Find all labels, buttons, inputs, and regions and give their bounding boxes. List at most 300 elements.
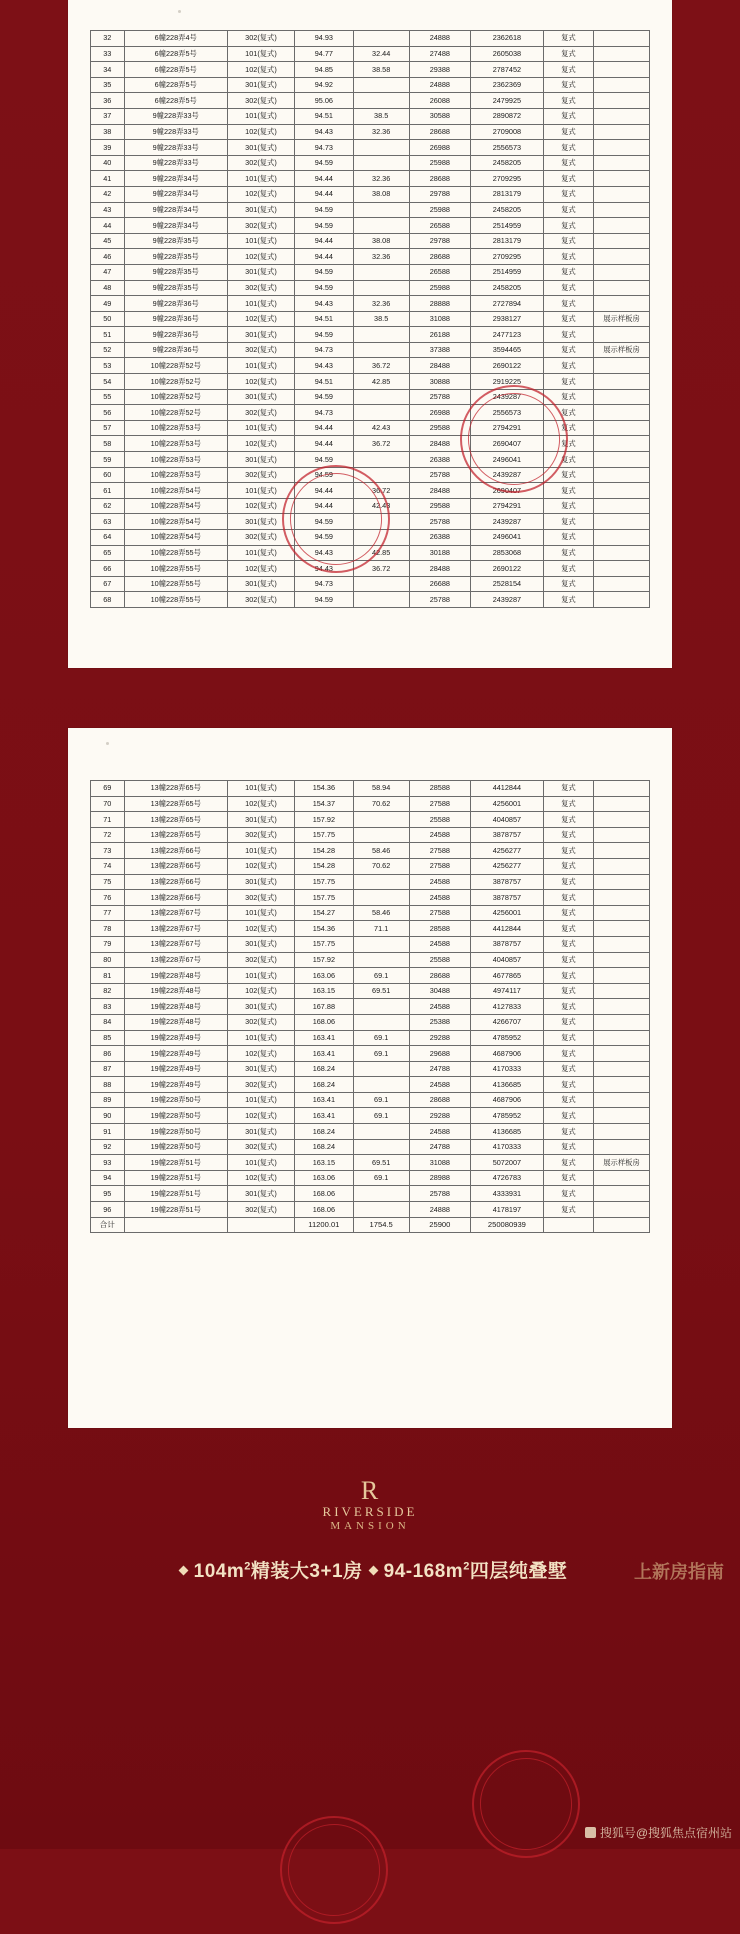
table-cell [594, 936, 650, 952]
table-cell: 26988 [409, 405, 470, 421]
table-cell: 102(复式) [227, 62, 294, 78]
table-cell: 24588 [409, 1077, 470, 1093]
table-cell: 25988 [409, 202, 470, 218]
table-cell: 2556573 [471, 140, 544, 156]
table-cell: 复式 [543, 1061, 593, 1077]
table-cell: 复式 [543, 31, 593, 47]
table-cell: 24788 [409, 1139, 470, 1155]
table-cell [353, 280, 409, 296]
table-cell: 38.58 [353, 62, 409, 78]
banner-text-2: 精装大3+1房 [250, 1561, 363, 1582]
table-cell: 94.51 [295, 108, 354, 124]
table-cell: 复式 [543, 874, 593, 890]
table-cell: 38.5 [353, 311, 409, 327]
table-cell: 81 [91, 968, 125, 984]
table-cell: 25988 [409, 280, 470, 296]
table-row [91, 530, 650, 546]
table-cell: 合计 [91, 1217, 125, 1233]
table-row [91, 1170, 650, 1186]
table-cell: 28588 [409, 781, 470, 797]
table-row [91, 233, 650, 249]
table-row [91, 405, 650, 421]
table-cell: 4687906 [471, 1046, 544, 1062]
table-cell: 复式 [543, 781, 593, 797]
table-cell: 25900 [409, 1217, 470, 1233]
table-cell: 2709295 [471, 249, 544, 265]
table-cell: 19幢228弄48号 [124, 999, 227, 1015]
table-cell: 72 [91, 827, 125, 843]
table-cell [594, 374, 650, 390]
table-cell: 94.59 [295, 327, 354, 343]
table-cell: 86 [91, 1046, 125, 1062]
table-cell: 19幢228弄50号 [124, 1092, 227, 1108]
table-cell: 4256001 [471, 905, 544, 921]
table-row [91, 46, 650, 62]
table-cell: 44 [91, 218, 125, 234]
table-cell: 154.37 [295, 796, 354, 812]
table-cell [227, 1217, 294, 1233]
table-cell: 复式 [543, 249, 593, 265]
table-cell: 19幢228弄50号 [124, 1139, 227, 1155]
table-cell: 58 [91, 436, 125, 452]
table-cell: 163.15 [295, 983, 354, 999]
table-cell: 70 [91, 796, 125, 812]
table-cell: 94.44 [295, 249, 354, 265]
table-cell: 56 [91, 405, 125, 421]
table-cell: 13幢228弄65号 [124, 796, 227, 812]
table-cell: 复式 [543, 311, 593, 327]
table-cell: 95 [91, 1186, 125, 1202]
table-cell: 19幢228弄49号 [124, 1077, 227, 1093]
table-cell: 27488 [409, 46, 470, 62]
table-cell: 89 [91, 1092, 125, 1108]
table-cell: 复式 [543, 1092, 593, 1108]
table-cell [594, 858, 650, 874]
table-cell [594, 498, 650, 514]
table-cell: 复式 [543, 1108, 593, 1124]
table-cell: 302(复式) [227, 155, 294, 171]
table-cell [353, 952, 409, 968]
table-cell: 展示样板房 [594, 311, 650, 327]
table-cell: 38.08 [353, 186, 409, 202]
table-cell: 36.72 [353, 436, 409, 452]
table-row [91, 452, 650, 468]
table-cell [594, 77, 650, 93]
paper-speck [106, 742, 109, 745]
table-cell: 10幢228弄53号 [124, 467, 227, 483]
table-row [91, 389, 650, 405]
diamond-icon [368, 1566, 378, 1576]
table-cell: 157.92 [295, 952, 354, 968]
table-cell: 302(复式) [227, 592, 294, 608]
table-cell: 6幢228弄4号 [124, 31, 227, 47]
table-cell: 157.75 [295, 936, 354, 952]
table-row [91, 514, 650, 530]
table-row [91, 858, 650, 874]
table-cell: 29288 [409, 1108, 470, 1124]
table-cell: 28688 [409, 171, 470, 187]
table-cell: 87 [91, 1061, 125, 1077]
table-cell: 复式 [543, 1170, 593, 1186]
table-cell [353, 467, 409, 483]
table-cell [594, 874, 650, 890]
table-cell: 28488 [409, 561, 470, 577]
table-cell: 复式 [543, 983, 593, 999]
table-cell [353, 827, 409, 843]
brand-mark: R [360, 1476, 380, 1505]
table-cell: 29388 [409, 62, 470, 78]
table-cell: 复式 [543, 280, 593, 296]
table-row [91, 952, 650, 968]
table-cell [594, 576, 650, 592]
table-cell: 38 [91, 124, 125, 140]
table-cell: 4785952 [471, 1030, 544, 1046]
table-cell: 6幢228弄5号 [124, 77, 227, 93]
table-cell [353, 452, 409, 468]
table-cell: 302(复式) [227, 467, 294, 483]
table-cell: 2727894 [471, 296, 544, 312]
table-cell: 50 [91, 311, 125, 327]
table-cell: 28488 [409, 358, 470, 374]
table-cell: 13幢228弄66号 [124, 890, 227, 906]
table-row [91, 498, 650, 514]
table-cell: 25388 [409, 1014, 470, 1030]
table-cell: 4136685 [471, 1077, 544, 1093]
table-cell: 2690407 [471, 483, 544, 499]
table-cell: 101(复式) [227, 1030, 294, 1046]
table-cell: 复式 [543, 202, 593, 218]
table-cell: 302(复式) [227, 1202, 294, 1218]
table-cell: 302(复式) [227, 405, 294, 421]
table-cell: 46 [91, 249, 125, 265]
table-cell [594, 483, 650, 499]
table-row [91, 342, 650, 358]
table-cell: 复式 [543, 93, 593, 109]
table-cell: 19幢228弄50号 [124, 1108, 227, 1124]
table-cell: 复式 [543, 498, 593, 514]
document-sheet-2 [68, 728, 672, 1428]
table-cell: 2794291 [471, 498, 544, 514]
table-cell: 复式 [543, 1046, 593, 1062]
table-row [91, 374, 650, 390]
table-cell: 4412844 [471, 781, 544, 797]
table-cell: 82 [91, 983, 125, 999]
table-cell: 102(复式) [227, 796, 294, 812]
table-cell: 91 [91, 1124, 125, 1140]
table-cell: 复式 [543, 296, 593, 312]
table-cell: 2514959 [471, 218, 544, 234]
table-row [91, 1108, 650, 1124]
table-cell: 94.59 [295, 202, 354, 218]
table-cell: 2362369 [471, 77, 544, 93]
table-cell: 33 [91, 46, 125, 62]
table-total-row [91, 1217, 650, 1233]
table-cell: 28688 [409, 249, 470, 265]
table-cell: 302(复式) [227, 890, 294, 906]
table-cell: 58.94 [353, 781, 409, 797]
table-cell: 32.36 [353, 124, 409, 140]
table-cell: 2690407 [471, 436, 544, 452]
table-cell: 64 [91, 530, 125, 546]
table-cell: 301(复式) [227, 140, 294, 156]
table-cell: 复式 [543, 1124, 593, 1140]
table-cell: 63 [91, 514, 125, 530]
table-cell: 96 [91, 1202, 125, 1218]
table-cell: 58.46 [353, 843, 409, 859]
table-row [91, 327, 650, 343]
table-cell: 94.43 [295, 545, 354, 561]
table-cell: 36.72 [353, 358, 409, 374]
table-cell: 301(复式) [227, 452, 294, 468]
table-cell: 25788 [409, 514, 470, 530]
table-cell: 10幢228弄52号 [124, 358, 227, 374]
table-cell: 25988 [409, 155, 470, 171]
banner-sup-1: 2 [244, 1560, 251, 1573]
table-cell: 复式 [543, 796, 593, 812]
table-cell: 71 [91, 812, 125, 828]
table-cell [594, 108, 650, 124]
table-cell: 101(复式) [227, 545, 294, 561]
table-cell: 94.43 [295, 124, 354, 140]
table-cell [353, 31, 409, 47]
table-cell: 26388 [409, 530, 470, 546]
table-cell [594, 952, 650, 968]
table-cell [594, 1186, 650, 1202]
table-cell: 301(复式) [227, 1124, 294, 1140]
table-cell: 2458205 [471, 280, 544, 296]
table-cell: 301(复式) [227, 389, 294, 405]
table-cell: 28688 [409, 968, 470, 984]
table-cell: 4040857 [471, 812, 544, 828]
table-cell [353, 1139, 409, 1155]
table-cell: 13幢228弄65号 [124, 827, 227, 843]
table-cell: 13幢228弄67号 [124, 905, 227, 921]
table-cell: 29788 [409, 186, 470, 202]
table-cell: 10幢228弄54号 [124, 530, 227, 546]
table-row [91, 827, 650, 843]
table-cell [353, 1014, 409, 1030]
table-cell [353, 1077, 409, 1093]
table-cell: 6幢228弄5号 [124, 62, 227, 78]
table-cell: 36.72 [353, 561, 409, 577]
table-cell: 94.85 [295, 62, 354, 78]
table-cell [353, 93, 409, 109]
table-cell: 复式 [543, 420, 593, 436]
table-cell [594, 827, 650, 843]
table-cell: 101(复式) [227, 843, 294, 859]
table-cell: 复式 [543, 218, 593, 234]
table-cell [594, 249, 650, 265]
table-cell: 30888 [409, 374, 470, 390]
table-cell [594, 1092, 650, 1108]
table-row [91, 358, 650, 374]
table-cell: 24888 [409, 1202, 470, 1218]
table-cell: 2439287 [471, 389, 544, 405]
table-cell: 32 [91, 31, 125, 47]
table-cell: 9幢228弄35号 [124, 264, 227, 280]
table-cell: 102(复式) [227, 983, 294, 999]
table-cell: 101(复式) [227, 483, 294, 499]
paper-speck [178, 10, 181, 13]
table-cell: 302(复式) [227, 1139, 294, 1155]
table-row [91, 62, 650, 78]
table-cell [594, 264, 650, 280]
table-cell: 302(复式) [227, 218, 294, 234]
table-cell [594, 1046, 650, 1062]
table-cell: 94.59 [295, 530, 354, 546]
table-cell: 94.59 [295, 592, 354, 608]
table-cell [353, 1061, 409, 1077]
table-cell: 67 [91, 576, 125, 592]
table-cell: 94.59 [295, 452, 354, 468]
table-row [91, 999, 650, 1015]
table-row [91, 1014, 650, 1030]
table-cell: 4677865 [471, 968, 544, 984]
table-cell: 4256001 [471, 796, 544, 812]
table-cell: 102(复式) [227, 858, 294, 874]
table-cell: 163.06 [295, 1170, 354, 1186]
table-cell: 28488 [409, 483, 470, 499]
table-cell: 68 [91, 592, 125, 608]
table-cell [124, 1217, 227, 1233]
table-cell: 26688 [409, 576, 470, 592]
table-cell: 42.85 [353, 374, 409, 390]
table-cell: 301(复式) [227, 327, 294, 343]
table-cell: 10幢228弄52号 [124, 374, 227, 390]
table-cell: 2890872 [471, 108, 544, 124]
table-cell: 102(复式) [227, 436, 294, 452]
table-cell: 168.24 [295, 1077, 354, 1093]
table-cell [594, 1108, 650, 1124]
table-cell: 157.92 [295, 812, 354, 828]
table-cell: 复式 [543, 1030, 593, 1046]
table-cell: 2514959 [471, 264, 544, 280]
table-cell: 2787452 [471, 62, 544, 78]
table-row [91, 890, 650, 906]
table-cell: 94.43 [295, 358, 354, 374]
table-cell: 24588 [409, 890, 470, 906]
table-cell: 101(复式) [227, 46, 294, 62]
price-table-part-2-wrapper [90, 780, 650, 1233]
table-cell: 42.43 [353, 420, 409, 436]
table-cell: 9幢228弄33号 [124, 108, 227, 124]
table-cell: 2439287 [471, 467, 544, 483]
table-cell: 19幢228弄50号 [124, 1124, 227, 1140]
table-cell: 9幢228弄33号 [124, 124, 227, 140]
table-cell [353, 890, 409, 906]
table-cell: 3878757 [471, 874, 544, 890]
table-cell: 13幢228弄65号 [124, 781, 227, 797]
table-row [91, 1139, 650, 1155]
table-cell: 2556573 [471, 405, 544, 421]
table-cell: 复式 [543, 999, 593, 1015]
table-row [91, 296, 650, 312]
table-cell: 2709008 [471, 124, 544, 140]
table-cell: 19幢228弄48号 [124, 968, 227, 984]
table-cell [594, 405, 650, 421]
table-cell: 复式 [543, 436, 593, 452]
table-cell: 复式 [543, 124, 593, 140]
table-cell: 94.59 [295, 467, 354, 483]
table-cell: 301(复式) [227, 264, 294, 280]
table-cell: 4333931 [471, 1186, 544, 1202]
table-row [91, 1046, 650, 1062]
table-cell: 6幢228弄5号 [124, 46, 227, 62]
table-cell: 13幢228弄66号 [124, 858, 227, 874]
table-cell: 24588 [409, 874, 470, 890]
table-cell: 301(复式) [227, 936, 294, 952]
table-cell [594, 124, 650, 140]
table-cell: 9幢228弄36号 [124, 342, 227, 358]
table-cell: 10幢228弄55号 [124, 561, 227, 577]
table-cell: 55 [91, 389, 125, 405]
table-cell: 4266707 [471, 1014, 544, 1030]
table-cell [353, 202, 409, 218]
table-cell: 26388 [409, 452, 470, 468]
table-row [91, 31, 650, 47]
table-cell [594, 999, 650, 1015]
table-cell: 101(复式) [227, 233, 294, 249]
watermark [585, 1824, 732, 1841]
table-row [91, 108, 650, 124]
table-cell: 102(复式) [227, 186, 294, 202]
table-cell: 168.24 [295, 1124, 354, 1140]
table-cell: 58.46 [353, 905, 409, 921]
table-cell: 30488 [409, 983, 470, 999]
table-cell: 复式 [543, 1202, 593, 1218]
table-cell: 复式 [543, 827, 593, 843]
table-row [91, 545, 650, 561]
table-cell: 157.75 [295, 890, 354, 906]
table-cell: 101(复式) [227, 108, 294, 124]
table-cell [353, 140, 409, 156]
table-cell: 10幢228弄54号 [124, 483, 227, 499]
table-cell: 302(复式) [227, 31, 294, 47]
table-cell [594, 140, 650, 156]
table-row [91, 202, 650, 218]
table-cell: 25788 [409, 389, 470, 405]
table-cell [594, 905, 650, 921]
table-cell: 2496041 [471, 530, 544, 546]
table-row [91, 968, 650, 984]
table-cell: 复式 [543, 186, 593, 202]
table-cell [594, 1139, 650, 1155]
table-cell: 301(复式) [227, 874, 294, 890]
table-cell: 复式 [543, 1155, 593, 1171]
table-cell [594, 296, 650, 312]
table-cell: 94.73 [295, 140, 354, 156]
table-cell: 42.85 [353, 545, 409, 561]
table-cell: 167.88 [295, 999, 354, 1015]
table-cell: 301(复式) [227, 812, 294, 828]
table-cell: 2813179 [471, 233, 544, 249]
table-row [91, 1061, 650, 1077]
table-cell [353, 576, 409, 592]
table-cell: 27588 [409, 796, 470, 812]
table-cell: 11200.01 [295, 1217, 354, 1233]
table-cell: 10幢228弄53号 [124, 420, 227, 436]
table-cell: 13幢228弄66号 [124, 874, 227, 890]
table-cell: 复式 [543, 812, 593, 828]
table-cell: 2458205 [471, 155, 544, 171]
diamond-icon [178, 1566, 188, 1576]
table-cell: 4170333 [471, 1061, 544, 1077]
table-cell: 9幢228弄35号 [124, 280, 227, 296]
table-cell [594, 155, 650, 171]
table-cell [353, 1202, 409, 1218]
table-cell: 94.44 [295, 483, 354, 499]
table-cell: 32.36 [353, 171, 409, 187]
